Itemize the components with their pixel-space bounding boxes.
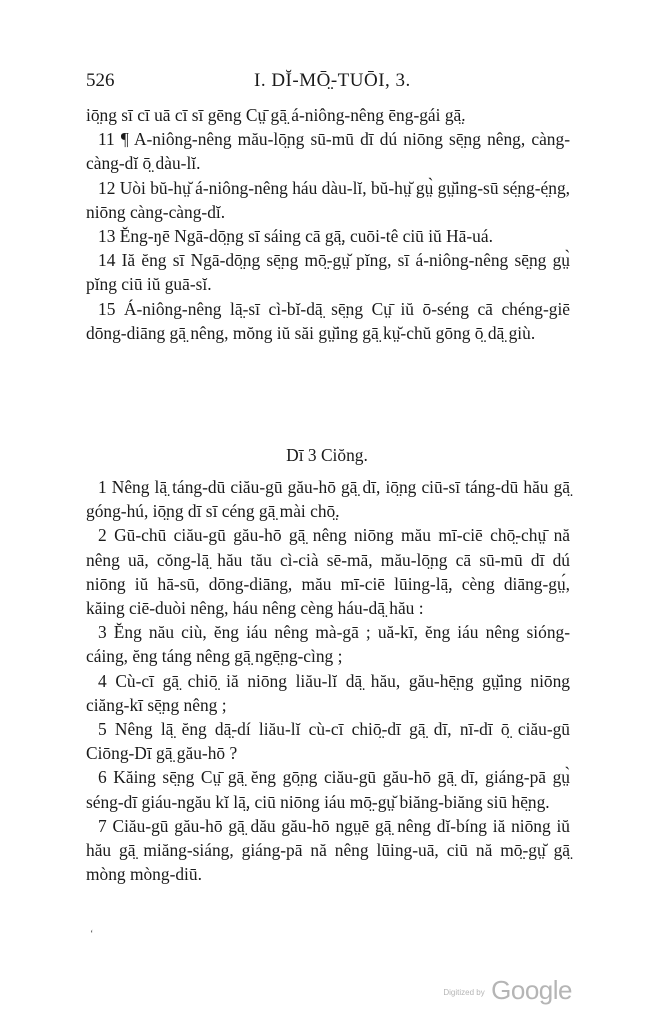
text-block-after-heading: [86, 475, 570, 886]
google-logo: Google: [491, 975, 572, 1005]
verse-paragraph: 3 Ĕng nău ciù, ĕng iáu nêng mà-gā ; uă-kī, ĕng iáu nêng sióng-cáing, ĕng táng nêng gā̤ ngē̤ng-cìng ;: [86, 622, 570, 667]
verse-paragraph: 12 Uòi bŭ-hṳ̆ á-niông-nêng háu dàu-lĭ, bŭ-hṳ̆ gṳ̀ gṳ̆ing-sū sé̤ng-é̤ng, niōng càng-càng-dĭ.: [86, 177, 570, 222]
watermark-prefix: Digitized by: [443, 988, 485, 997]
verse-paragraph: 7 Ciău-gū gău-hō gā̤ dău gău-hō ngṳē gā̤ nêng dĭ-bíng iă niōng iŭ hău gā̤ miăng-siáng, giáng-pā nă nêng lūing-uā, ciū nă mō̤-gṳ̆ gā̤ mòng mòng-diū.: [86, 815, 570, 885]
verse-paragraph: 4 Cù-cī gā̤ chiō̤ iă niōng liău-lĭ dā̤ hău, gău-hē̤ng gṳ̆ing niōng ciăng-kī sē̤ng nêng ;: [86, 670, 570, 715]
digitization-watermark: [443, 975, 572, 1006]
verse-paragraph: 14 Iă ĕng sī Ngā-dō̤ng sē̤ng mō̤-gṳ̆ pĭng, sī á-niông-nêng sē̤ng gṳ̀ pĭng ciū iŭ guā-sĭ.: [86, 250, 570, 295]
verse-paragraph: 6 Kăing sē̤ng Cṳ̄ gā̤ ĕng gō̤ng ciău-gū gău-hō gā̤ dī, giáng-pā gṳ̀ séng-dī giáu-ngău kĭ lā̤, ciū niōng iáu mō̤-gṳ̆ biăng-biăng siū hē̤ng.: [86, 767, 570, 812]
verse-paragraph: 15 Á-niông-nêng lā̤-sī cì-bĭ-dā̤ sē̤ng Cṳ̄ iŭ ō-séng cā chéng-giē dōng-diāng gā̤ nêng, mŏng iŭ săi gṳ̆ing gā̤ kṳ̆-chŭ gōng ō̤ dā̤ giù.: [86, 298, 570, 343]
verse-paragraph: 1 Nêng lā̤ táng-dū ciău-gū gău-hō gā̤ dī, iō̤ng ciū-sī táng-dū hău gā̤ góng-hú, iō̤ng dī sī céng gā̤ mài chō̤.: [86, 477, 570, 522]
verse-paragraph: 5 Nêng lā̤ ĕng dā̤-dí liău-lĭ cù-cī chiō̤-dī gā̤ dī, nī-dī ō̤ ciău-gū Ciōng-Dī gā̤ gău-hō ?: [86, 719, 570, 764]
running-title: I. DĬ-MŌ̤-TUŌI, 3.: [254, 70, 411, 91]
verse-paragraph: 2 Gū-chū ciău-gū gău-hō gā̤ nêng niōng mău mī-ciē chō̤-chṳ̄ nă nêng uā, cŏng-lā̤ hău tău cì-cià sē-mā, mău-lō̤ng cā sū-mū dī dú niōng iŭ hā-sū, dōng-diāng, mău mī-ciē lūing-lā̤, cèng diāng-gṳ́, kăing ciē-duòi nêng, háu nêng cèng háu-dā̤ hău :: [86, 525, 570, 619]
page-number: 526: [86, 70, 115, 91]
verse-paragraph: iō̤ng sī cī uā cī sī gēng Cṳ̄ gā̤ á-niông-nêng ēng-gái gā̤.: [86, 105, 466, 125]
text-block-before-heading: [86, 103, 570, 345]
stray-mark: ‘: [90, 929, 94, 940]
verse-paragraph: 11 ¶ A-niông-nêng mău-lō̤ng sū-mū dī dú niōng sē̤ng nêng, càng-càng-dĭ ō̤ dàu-lĭ.: [86, 129, 570, 174]
chapter-heading: Dī 3 Ciŏng.: [286, 445, 368, 465]
page-header: [86, 70, 576, 94]
verse-paragraph: 13 Ĕng-ŋē Ngā-dō̤ng sī sáing cā gā̤, cuōi-tê ciū iŭ Hā-uá.: [98, 226, 493, 247]
